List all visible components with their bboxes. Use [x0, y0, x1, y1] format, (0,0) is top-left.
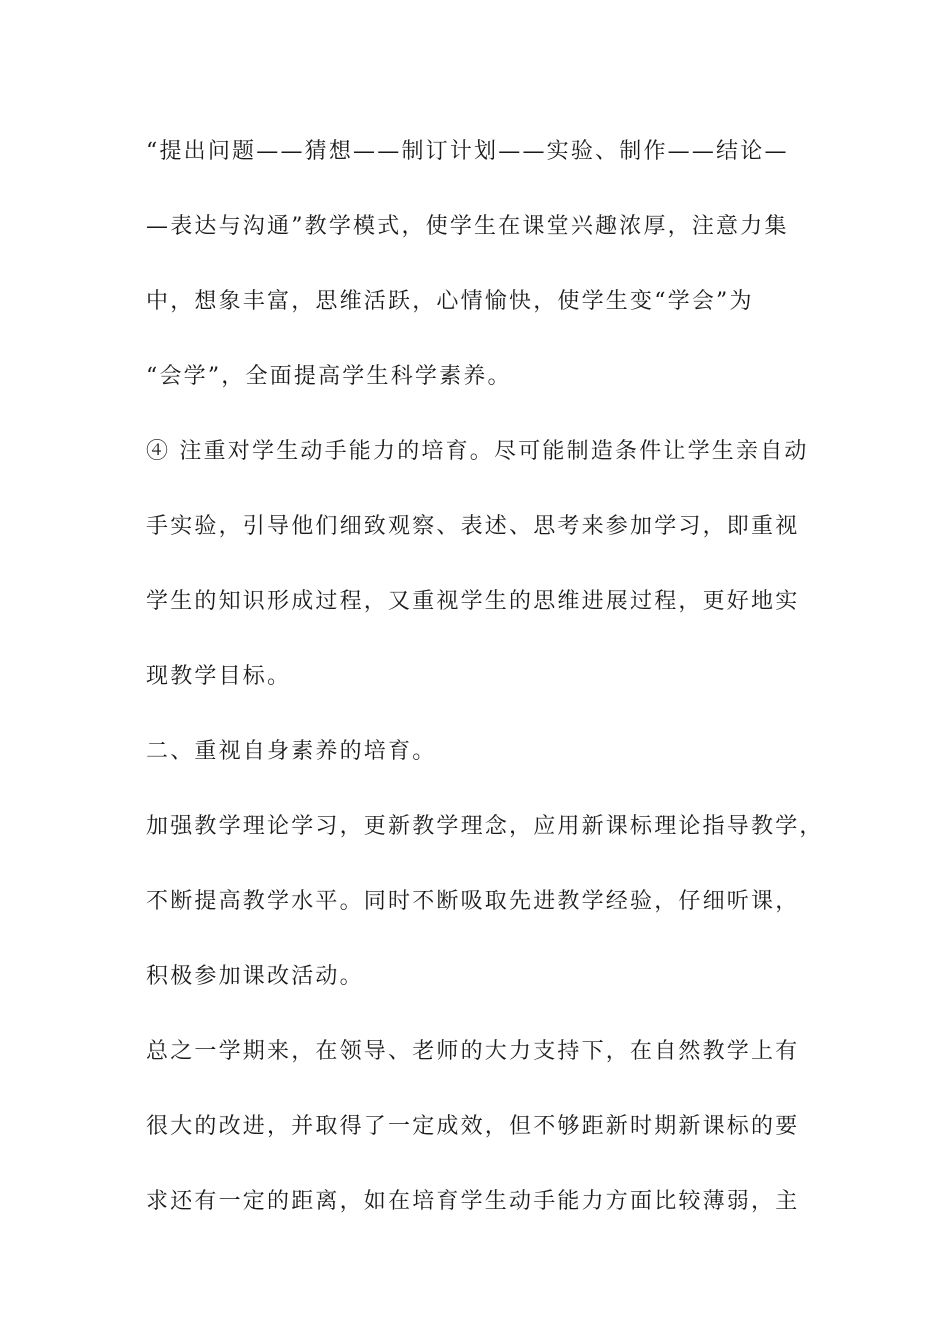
text-line: 加强教学理论学习，更新教学理念，应用新课标理论指导教学， — [146, 814, 824, 839]
text-line: 学生的知识形成过程，又重视学生的思维进展过程，更好地实 — [146, 589, 800, 614]
text-line: 很大的改进，并取得了一定成效，但不够距新时期新课标的要 — [146, 1114, 800, 1139]
text-line: 积极参加课改活动。 — [146, 964, 364, 989]
text-line: “会学”，全面提高学生科学素养。 — [146, 364, 512, 389]
text-line: —表达与沟通”教学模式，使学生在课堂兴趣浓厚，注意力集 — [146, 214, 789, 239]
text-line: 中，想象丰富，思维活跃，心情愉快，使学生变“学会”为 — [146, 289, 754, 314]
text-line: 总之一学期来，在领导、老师的大力支持下，在自然教学上有 — [146, 1039, 800, 1064]
text-line: “提出问题——猜想——制订计划——实验、制作——结论— — [146, 139, 789, 164]
text-line: 求还有一定的距离，如在培育学生动手能力方面比较薄弱，主 — [146, 1189, 800, 1214]
text-line: ④ 注重对学生动手能力的培育。尽可能制造条件让学生亲自动 — [146, 439, 809, 464]
text-line: 不断提高教学水平。同时不断吸取先进教学经验，仔细听课， — [146, 889, 800, 914]
text-line: 现教学目标。 — [146, 664, 292, 689]
section-heading: 二、重视自身素养的培育。 — [146, 739, 437, 764]
text-line: 手实验，引导他们细致观察、表述、思考来参加学习，即重视 — [146, 514, 800, 539]
